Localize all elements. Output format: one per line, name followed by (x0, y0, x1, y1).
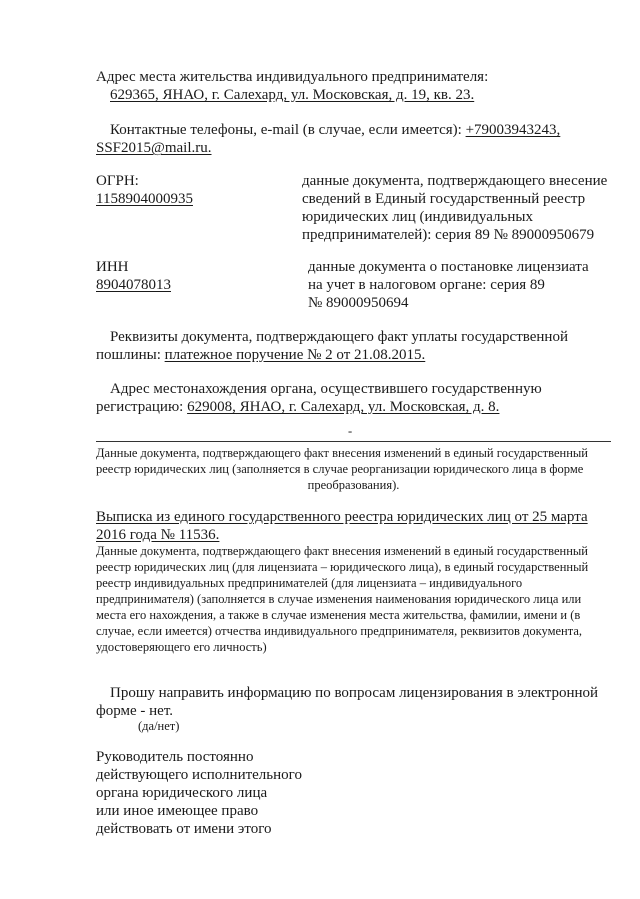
registration-prefix: регистрацию: (96, 399, 184, 415)
changes-note-line: Данные документа, подтверждающего факт внесения изменений в единый государственный (96, 446, 588, 460)
address-label: Адрес места жительства индивидуального предпринимателя: (96, 69, 489, 85)
ogrn-desc-line: данные документа, подтверждающего внесение (302, 173, 608, 189)
registration-line-2 (96, 398, 499, 416)
inn-desc-line: № 89000950694 (308, 295, 409, 311)
extract-line: 2016 года № 11536. (96, 527, 220, 543)
ogrn-label: ОГРН: (96, 173, 139, 189)
ip-changes-note-line: места его нахождения, а также в случае изменения места жительства, фамилии, имени и (в (96, 608, 581, 622)
signatory-line: Руководитель постоянно (96, 749, 254, 765)
ogrn-desc-line: юридических лиц (индивидуальных (302, 209, 533, 225)
request-line: форме - нет. (96, 703, 173, 719)
payment-value: платежное поручение № 2 от 21.08.2015. (164, 347, 426, 363)
changes-note-line: реестр юридических лиц (заполняется в случае реорганизации юридического лица в форме (96, 462, 584, 476)
payment-prefix: пошлины: (96, 347, 161, 363)
signatory-line: или иное имеющее право (96, 803, 259, 819)
inn-value: 8904078013 (96, 277, 171, 293)
registration-line: Адрес местонахождения органа, осуществившего государственную (110, 381, 542, 397)
contacts-line (110, 121, 560, 139)
signatory-line: действовать от имени этого (96, 821, 272, 837)
contacts-email: SSF2015@mail.ru. (96, 140, 212, 156)
request-line: Прошу направить информацию по вопросам лицензирования в электронной (110, 685, 599, 701)
payment-line-2 (96, 346, 425, 364)
extract-line: Выписка из единого государственного реестра юридических лиц от 25 марта (96, 509, 588, 525)
ogrn-value: 1158904000935 (96, 191, 193, 207)
ogrn-desc-line: сведений в Единый государственный реестр (302, 191, 586, 207)
ip-changes-note-line: удостоверяющего его личность) (96, 640, 267, 654)
ip-changes-note-line: предпринимателя) (заполняется в случае изменения наименования юридического лица или (96, 592, 582, 606)
signatory-line: действующего исполнительного (96, 767, 302, 783)
payment-line: Реквизиты документа, подтверждающего факт уплаты государственной (110, 329, 568, 345)
address-value: 629365, ЯНАО, г. Салехард, ул. Московская, д. 19, кв. 23. (110, 87, 475, 103)
contacts-label: Контактные телефоны, e-mail (в случае, если имеется): (110, 122, 462, 138)
ip-changes-note-line: реестр индивидуальных предпринимателей (для лицензиата – индивидуального (96, 576, 523, 590)
inn-label: ИНН (96, 259, 129, 275)
ogrn-desc-line: предпринимателей): серия 89 № 89000950679 (302, 227, 595, 243)
divider-line (96, 441, 611, 442)
request-hint: (да/нет) (138, 719, 180, 733)
ip-changes-note-line: случае, если имеется) отчества индивидуального предпринимателя, реквизитов документа, (96, 624, 583, 638)
ip-changes-note-line: Данные документа, подтверждающего факт внесения изменений в единый государственный (96, 544, 588, 558)
separator-dash: - (348, 424, 353, 438)
registration-value: 629008, ЯНАО, г. Салехард, ул. Московская, д. 8. (187, 399, 500, 415)
contacts-phone: +79003943243, (465, 122, 561, 138)
inn-desc-line: данные документа о постановке лицензиата (308, 259, 589, 275)
changes-note-line: преобразования). (307, 478, 400, 492)
ip-changes-note-line: реестр юридических лиц (для лицензиата – юридического лица), в единый государственный (96, 560, 589, 574)
signatory-line: органа юридического лица (96, 785, 268, 801)
inn-desc-line: на учет в налоговом органе: серия 89 (308, 277, 545, 293)
